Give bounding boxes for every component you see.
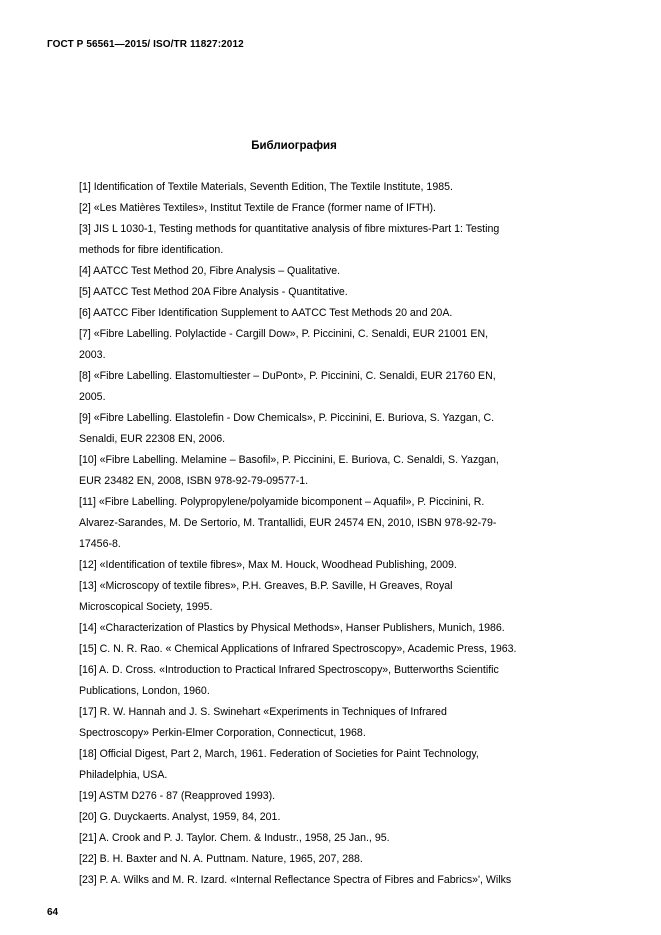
bibliography-entry	[79, 849, 594, 870]
bibliography-entry-line: Publications, London, 1960.	[79, 685, 210, 697]
bibliography-entry	[79, 303, 594, 324]
bibliography-entry-line: [17] R. W. Hannah and J. S. Swinehart «Experiments in Techniques of Infrared	[79, 706, 447, 718]
bibliography-entry-line: [19] ASTM D276 - 87 (Reapproved 1993).	[79, 790, 276, 802]
bibliography-entry-line: [8] «Fibre Labelling. Elastomultiester – DuPont», P. Piccinini, C. Senaldi, EUR 21760 EN,	[79, 370, 496, 382]
bibliography-entry-line: [3] JIS L 1030-1, Testing methods for quantitative analysis of fibre mixtures-Part 1: Testing	[79, 223, 500, 235]
bibliography-entry-line: [23] P. A. Wilks and M. R. Izard. «Internal Reflectance Spectra of Fibres and Fabrics»', Wilks	[79, 874, 512, 886]
bibliography-entry-line: [6] AATCC Fiber Identification Supplement to AATCC Test Methods 20 and 20A.	[79, 307, 453, 319]
bibliography-entry-line: [18] Official Digest, Part 2, March, 1961. Federation of Societies for Paint Technology,	[79, 748, 479, 760]
bibliography-entry-line: [1] Identification of Textile Materials, Seventh Edition, The Textile Institute, 1985.	[79, 181, 453, 193]
bibliography-entry-line: [12] «Identification of textile fibres», Max M. Houck, Woodhead Publishing, 2009.	[79, 559, 457, 571]
bibliography-entry-line: [16] A. D. Cross. «Introduction to Practical Infrared Spectroscopy», Butterworths Scientific	[79, 664, 499, 676]
bibliography-entry	[79, 618, 594, 639]
bibliography-entry	[79, 261, 594, 282]
bibliography-entry	[79, 408, 594, 450]
bibliography-entry-line: methods for fibre identification.	[79, 244, 224, 256]
bibliography-entry-line: [15] C. N. R. Rao. « Chemical Applications of Infrared Spectroscopy», Academic Press, 1963.	[79, 643, 517, 655]
bibliography-entry-line: [5] AATCC Test Method 20A Fibre Analysis - Quantitative.	[79, 286, 348, 298]
bibliography-entry-line: [22] B. H. Baxter and N. A. Puttnam. Nature, 1965, 207, 288.	[79, 853, 363, 865]
bibliography-entry	[79, 870, 594, 891]
bibliography-entry-line: Philadelphia, USA.	[79, 769, 168, 781]
bibliography-entry	[79, 282, 594, 303]
bibliography-entry-line: 2003.	[79, 349, 106, 361]
bibliography-entry	[79, 744, 594, 786]
bibliography-entry	[79, 198, 594, 219]
bibliography-entry	[79, 639, 594, 660]
bibliography-entry-line: [2] «Les Matières Textiles», Institut Textile de France (former name of IFTH).	[79, 202, 436, 214]
bibliography-entry	[79, 660, 594, 702]
running-header: ГОСТ Р 56561—2015/ ISO/TR 11827:2012	[47, 39, 244, 50]
bibliography-entry-line: [13] «Microscopy of textile fibres», P.H. Greaves, B.P. Saville, H Greaves, Royal	[79, 580, 453, 592]
page-number: 64	[47, 907, 59, 918]
bibliography-entry-line: 2005.	[79, 391, 106, 403]
bibliography-entry	[79, 177, 594, 198]
bibliography-entry-line: EUR 23482 EN, 2008, ISBN 978-92-79-09577-1.	[79, 475, 309, 487]
bibliography-entry-line: [10] «Fibre Labelling. Melamine – Basofil», P. Piccinini, E. Buriova, C. Senaldi, S. Yazgan,	[79, 454, 499, 466]
bibliography-entry-line: 17456-8.	[79, 538, 121, 550]
bibliography-entry	[79, 492, 594, 555]
section-title: Библиография	[251, 140, 337, 152]
bibliography-entry-line: [9] «Fibre Labelling. Elastolefin - Dow Chemicals», P. Piccinini, E. Buriova, S. Yazgan, C.	[79, 412, 495, 424]
bibliography-entry-line: [14] «Characterization of Plastics by Physical Methods», Hanser Publishers, Munich, 1986.	[79, 622, 505, 634]
bibliography-entry-line: [11] «Fibre Labelling. Polypropylene/polyamide bicomponent – Aquafil», P. Piccinini, R.	[79, 496, 485, 508]
bibliography-entry	[79, 219, 594, 261]
bibliography-entry-line: [21] A. Crook and P. J. Taylor. Chem. & Industr., 1958, 25 Jan., 95.	[79, 832, 390, 844]
bibliography-entry	[79, 807, 594, 828]
bibliography-entry	[79, 576, 594, 618]
bibliography-entry	[79, 324, 594, 366]
bibliography-entry-line: Senaldi, EUR 22308 EN, 2006.	[79, 433, 226, 445]
bibliography-entry	[79, 786, 594, 807]
bibliography-entry-line: Microscopical Society, 1995.	[79, 601, 213, 613]
bibliography-list	[79, 177, 594, 891]
bibliography-entry	[79, 555, 594, 576]
bibliography-entry	[79, 450, 594, 492]
bibliography-entry-line: [4] AATCC Test Method 20, Fibre Analysis – Qualitative.	[79, 265, 341, 277]
bibliography-entry-line: [7] «Fibre Labelling. Polylactide - Cargill Dow», P. Piccinini, C. Senaldi, EUR 21001 EN,	[79, 328, 489, 340]
bibliography-entry	[79, 702, 594, 744]
bibliography-entry	[79, 366, 594, 408]
bibliography-entry	[79, 828, 594, 849]
bibliography-entry-line: Spectroscopy» Perkin-Elmer Corporation, Connecticut, 1968.	[79, 727, 366, 739]
bibliography-entry-line: Alvarez-Sarandes, M. De Sertorio, M. Trantallidi, EUR 24574 EN, 2010, ISBN 978-92-79-	[79, 517, 497, 529]
bibliography-entry-line: [20] G. Duyckaerts. Analyst, 1959, 84, 201.	[79, 811, 281, 823]
